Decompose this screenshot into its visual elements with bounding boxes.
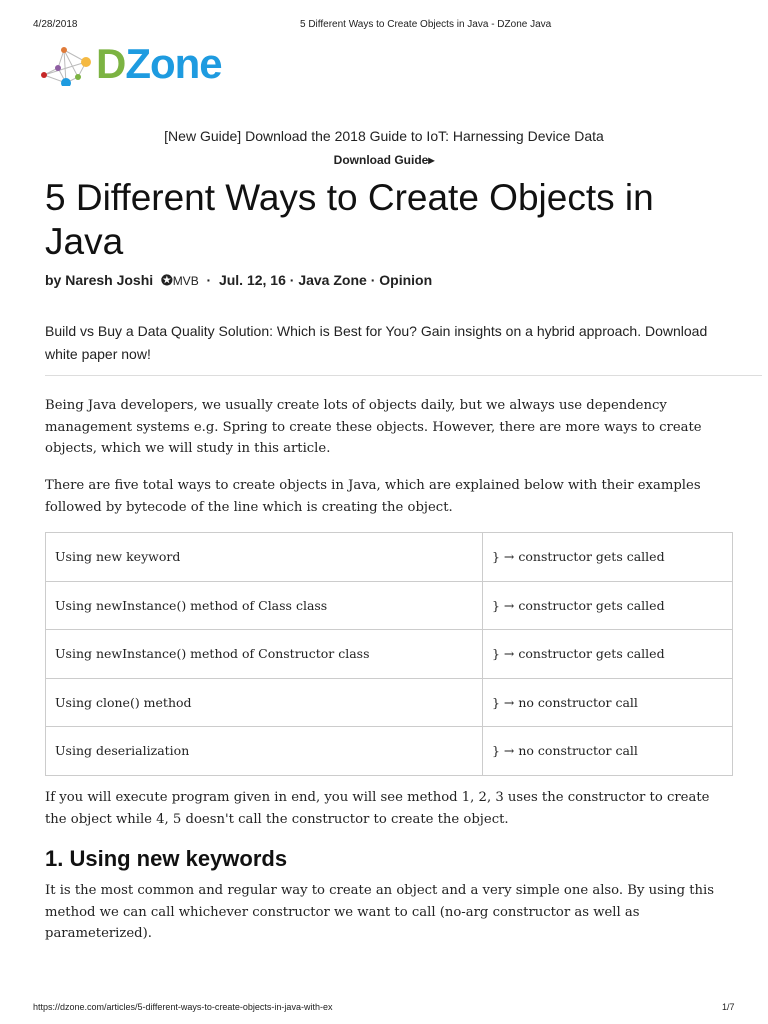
- table-row: [46, 678, 733, 727]
- logo-text: DZone: [96, 40, 222, 87]
- publish-date: Jul. 12, 16: [218, 272, 286, 288]
- table-cell: Using clone() method: [46, 678, 483, 727]
- page-url: https://dzone.com/articles/5-different-ways-to-create-objects-in-java-with-ex: [33, 1002, 333, 1012]
- byline-prefix: by: [45, 272, 62, 288]
- table-row: [46, 727, 733, 776]
- table-cell: } → no constructor call: [483, 727, 733, 776]
- table-row: [46, 533, 733, 582]
- category-link[interactable]: Opinion: [379, 272, 433, 288]
- dzone-logo[interactable]: [38, 40, 222, 88]
- page-number: 1/7: [722, 1002, 735, 1012]
- download-guide-link[interactable]: Download Guide▸: [333, 153, 435, 167]
- table-cell: Using deserialization: [46, 727, 483, 776]
- zone-link[interactable]: Java Zone: [298, 272, 367, 288]
- table-cell: } → constructor gets called: [483, 533, 733, 582]
- table-row: [46, 581, 733, 630]
- table-cell: } → no constructor call: [483, 678, 733, 727]
- author-link[interactable]: Naresh Joshi: [65, 272, 154, 288]
- table-cell: } → constructor gets called: [483, 630, 733, 679]
- paragraph: If you will execute program given in end, you will see method 1, 2, 3 uses the constructor to create the object while 4, 5 doesn't call the constructor to create the object.: [45, 790, 710, 827]
- divider: [45, 375, 762, 376]
- promo-text: [New Guide] Download the 2018 Guide to IoT: Harnessing Device Data: [164, 128, 604, 144]
- network-icon: [38, 42, 94, 86]
- section-heading: 1. Using new keywords: [45, 846, 288, 871]
- table-cell: Using newInstance() method of Class class: [46, 581, 483, 630]
- paragraph: There are five total ways to create objects in Java, which are explained below with their examples followed by bytecode of the line which is creating the object.: [45, 478, 701, 515]
- print-title: 5 Different Ways to Create Objects in Java - DZone Java: [300, 19, 552, 30]
- byline: by Naresh Joshi ✪MVB · Jul. 12, 16 · Java Zone · Opinion: [45, 272, 433, 288]
- paragraph: Being Java developers, we usually create lots of objects daily, but we always use dependency management systems e.g. Spring to create these objects. However, there are more ways to create objects, which we will study in this article.: [45, 398, 702, 456]
- sponsored-ad[interactable]: Build vs Buy a Data Quality Solution: Which is Best for You? Gain insights on a hybrid approach. Download white paper now!: [45, 323, 708, 362]
- methods-table: [45, 532, 733, 776]
- table-cell: } → constructor gets called: [483, 581, 733, 630]
- mvb-badge: MVB: [172, 274, 199, 288]
- table-row: [46, 630, 733, 679]
- table-cell: Using new keyword: [46, 533, 483, 582]
- paragraph: It is the most common and regular way to create an object and a very simple one also. By using this method we can call whichever constructor we want to call (no-arg constructor as well as parameterized).: [45, 883, 714, 941]
- table-cell: Using newInstance() method of Constructor class: [46, 630, 483, 679]
- mvb-badge-icon: ✪: [160, 272, 173, 288]
- article-title: 5 Different Ways to Create Objects in Java: [45, 177, 654, 262]
- print-date: 4/28/2018: [33, 19, 78, 30]
